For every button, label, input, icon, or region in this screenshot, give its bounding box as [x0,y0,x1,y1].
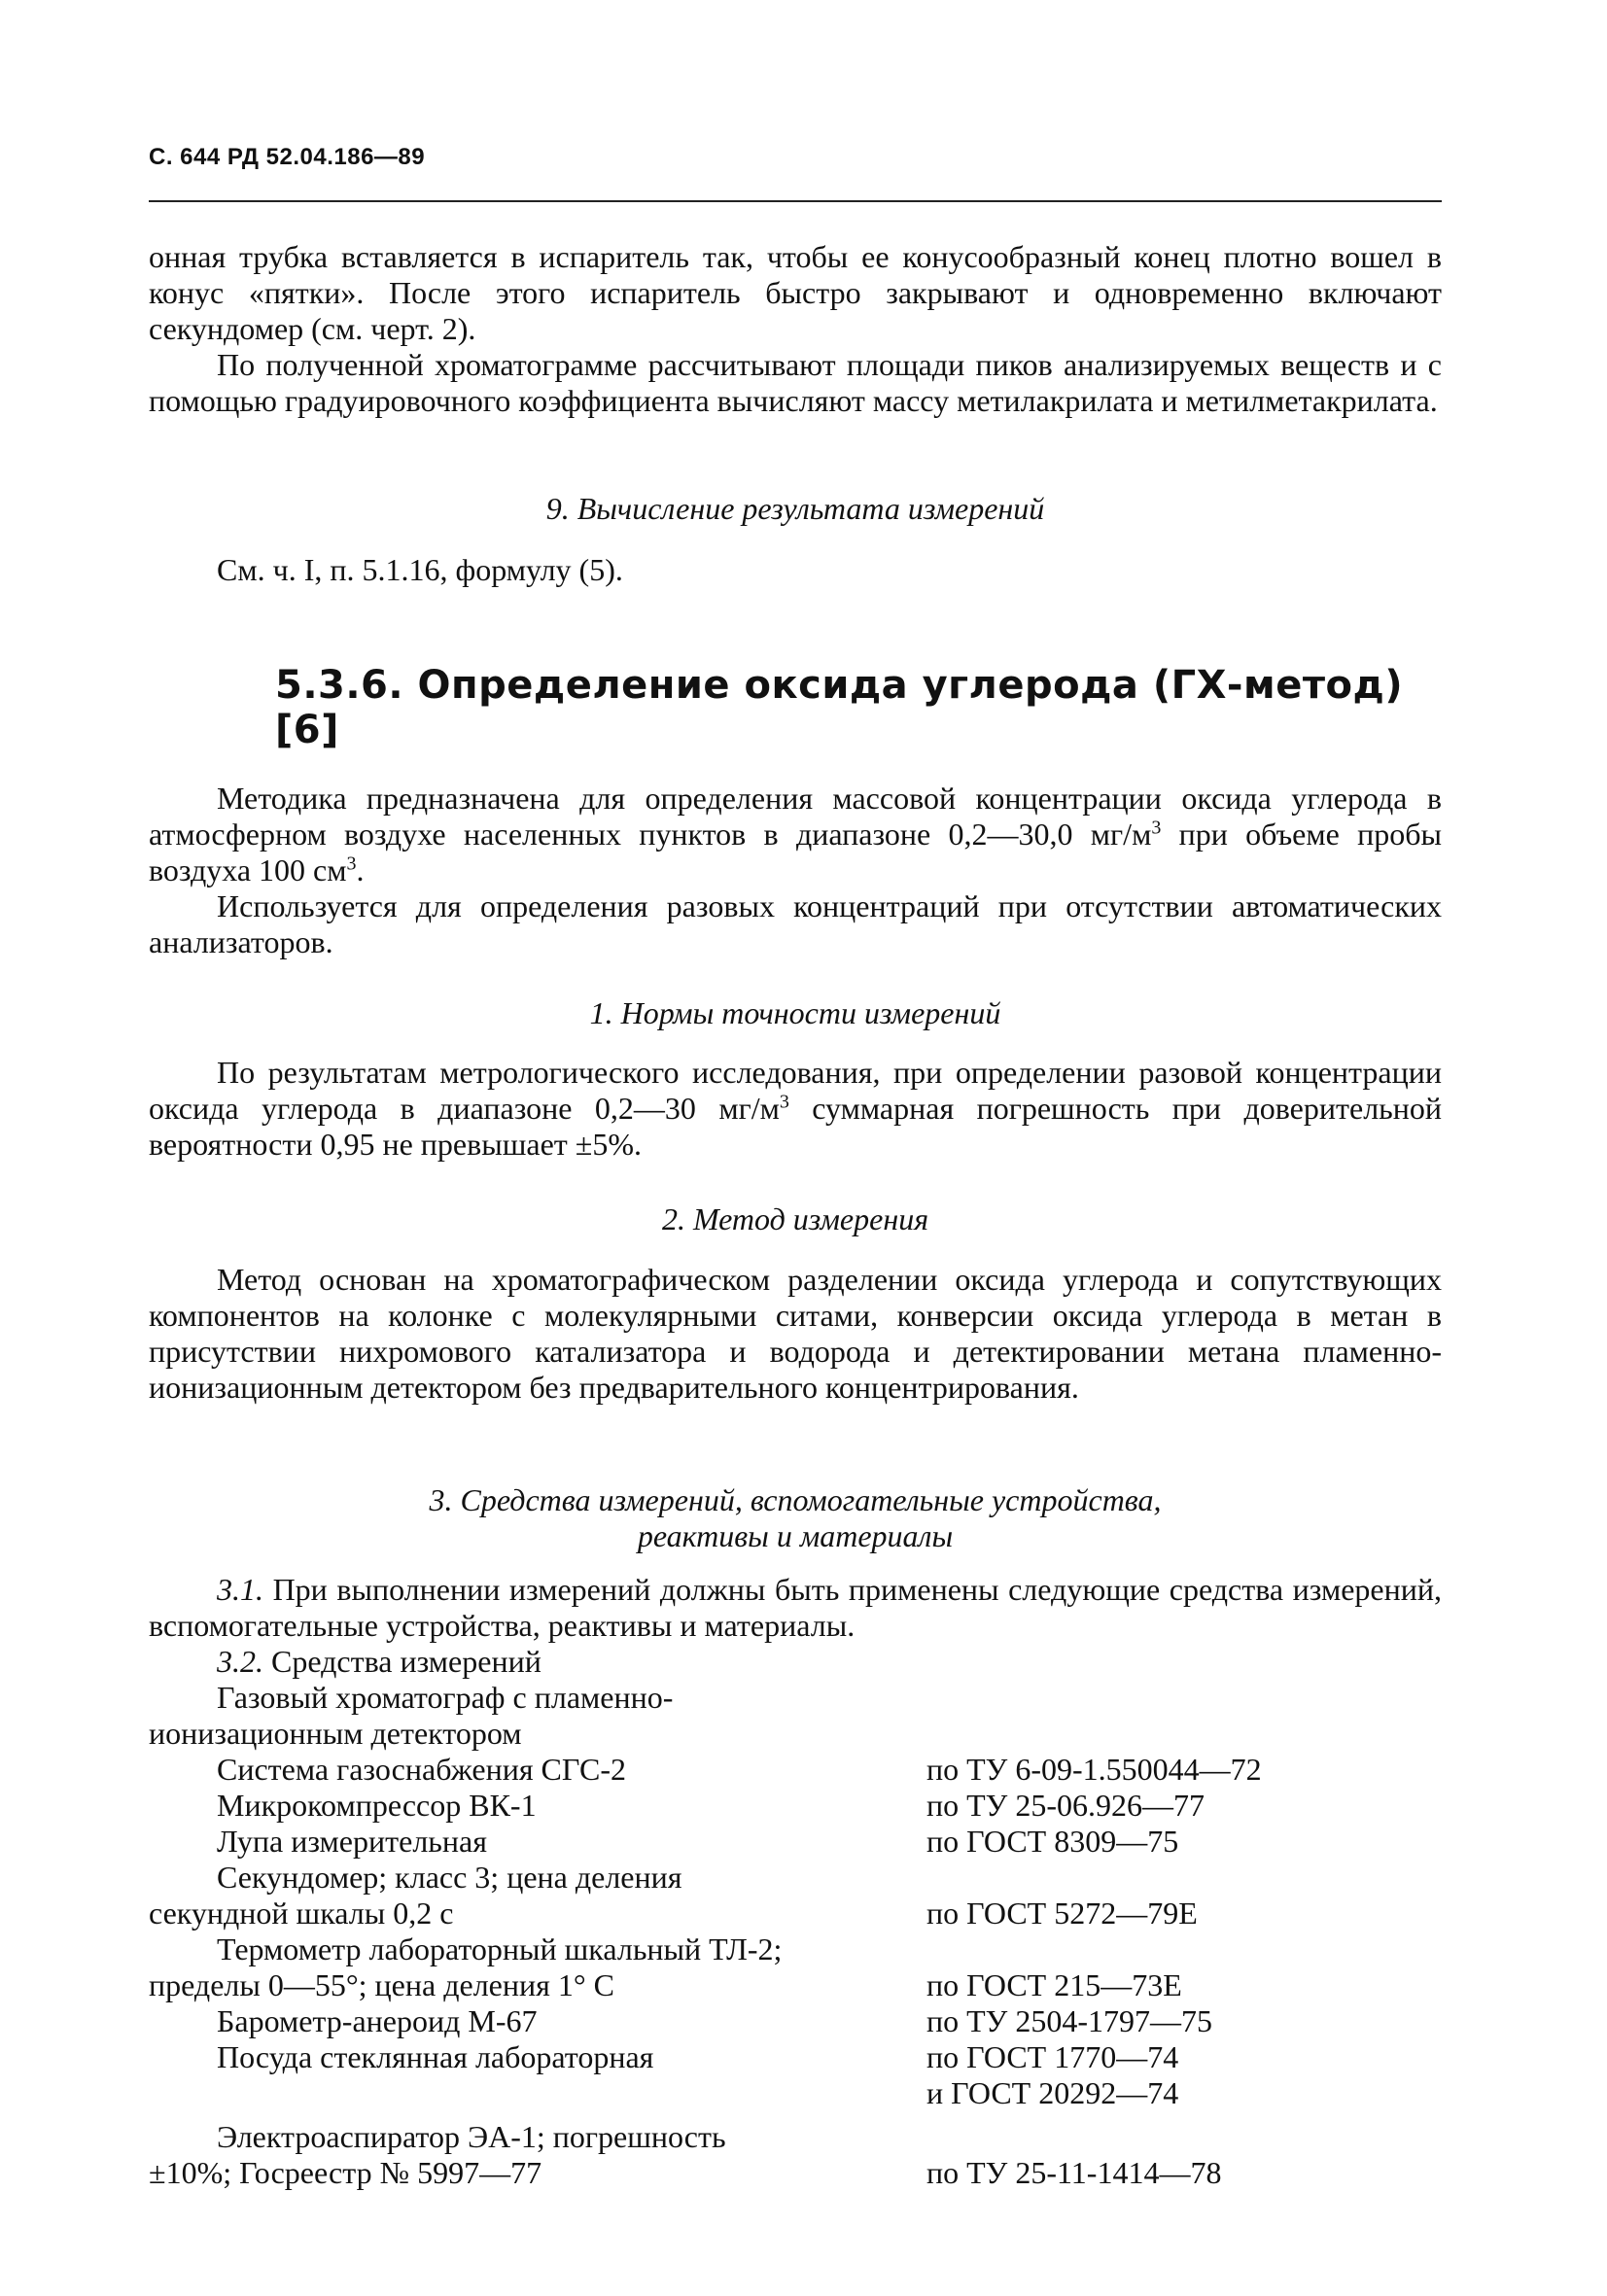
equipment-standard: по ГОСТ 215—73Е [926,1967,1182,2002]
equipment-standard: по ТУ 25-06.926—77 [926,1788,1205,1823]
header-rule [149,200,1442,202]
equipment-name: Микрокомпрессор ВК-1 [217,1788,537,1823]
equipment-standard: по ТУ 2504-1797—75 [926,2003,1212,2038]
equipment-name: ионизационным детектором [149,1716,522,1751]
equipment-standard: по ГОСТ 5272—79Е [926,1896,1198,1931]
norms-text-part-b: суммарная погрешность при доверительной вероятности 0,95 не превышает ±5%. [149,1091,1443,1162]
norms-heading: 1. Нормы точности измерений [589,995,1001,1030]
equipment-name: Посуда стеклянная лабораторная [217,2039,654,2074]
means-heading-line-1: 3. Средства измерений, вспомогательные устройства, [429,1482,1162,1517]
intro-paragraph-1: онная трубка вставляется в испаритель так, чтобы ее конусообразный конец плотно вошел в конус «пятки». После этого испаритель быстро закрывают и одновременно включают секундомер (см. черт. 2). [149,239,1442,346]
section-paragraph-1-sup: 3 [1151,817,1162,839]
means-paragraph-3-1-text: При выполнении измерений должны быть применены следующие средства измерений, вспомогательные устройства, реактивы и материалы. [149,1572,1442,1643]
section-title: 5.3.6. Определение оксида углерода (ГХ-метод) [6] [275,663,1404,752]
equipment-name: Барометр-анероид М-67 [217,2003,538,2038]
section-paragraph-1-part-b: при объеме пробы воздуха 100 см [149,817,1443,887]
norms-text-sup: 3 [779,1091,789,1113]
means-paragraph-3-1-number: 3.1. [217,1572,263,1607]
norms-text [149,1055,1442,1163]
section-paragraph-1 [149,781,1442,888]
method-text: Метод основан на хроматографическом разделении оксида углерода и сопутствующих компонентов на колонке с молекулярными ситами, конверсии оксида углерода в метан в присутствии нихромового катализатора и водорода и детектировании метана пламенно-ионизационным детектором без предварительного концентрирования. [149,1262,1442,1405]
means-paragraph-3-2-text: Средства измерений [263,1644,541,1679]
equipment-name: Система газоснабжения СГС-2 [217,1752,626,1787]
means-heading-line-2: реактивы и материалы [637,1518,954,1553]
equipment-name: Газовый хроматограф с пламенно- [217,1680,674,1715]
section-paragraph-1-sup-2: 3 [346,852,357,875]
equipment-standard: по ГОСТ 8309—75 [926,1824,1179,1859]
equipment-standard: по ТУ 6-09-1.550044—72 [926,1752,1262,1787]
equipment-name: пределы 0—55°; цена деления 1° С [149,1967,614,2002]
page-header: С. 644 РД 52.04.186—89 [149,144,426,170]
equipment-name: Лупа измерительная [217,1824,487,1859]
equipment-name: секундной шкалы 0,2 с [149,1896,454,1931]
equipment-standard: по ТУ 25-11-1414—78 [926,2155,1222,2190]
means-paragraph-3-2-number: 3.2. [217,1644,263,1679]
equipment-standard: по ГОСТ 1770—74 [926,2039,1179,2074]
intro-paragraph-2: По полученной хроматограмме рассчитывают площади пиков анализируемых веществ и с помощью градуировочного коэффициента вычисляют массу метилакрилата и метилметакрилата. [149,347,1442,418]
equipment-name: Секундомер; класс 3; цена деления [217,1860,682,1895]
method-heading: 2. Метод измерения [661,1201,929,1236]
equipment-standard: и ГОСТ 20292—74 [926,2075,1179,2110]
equipment-name: ±10%; Госреестр № 5997—77 [149,2155,542,2190]
section-paragraph-2: Используется для определения разовых концентраций при отсутствии автоматических анализаторов. [149,888,1442,959]
norms-text-part-a: По результатам метрологического исследования, при определении разовой концентрации оксида углерода в диапазоне 0,2—30 мг/м [149,1055,1442,1126]
calc-heading: 9. Вычисление результата измерений [545,491,1045,526]
section-paragraph-1-part-a: Методика предназначена для определения массовой концентрации оксида углерода в атмосферном воздухе населенных пунктов в диапазоне 0,2—30,0 мг/м [149,781,1442,852]
means-paragraph-3-2 [149,1644,1442,1680]
means-paragraph-3-1 [149,1572,1442,1644]
calc-text: См. ч. I, п. 5.1.16, формулу (5). [217,552,623,587]
equipment-name: Электроаспиратор ЭА-1; погрешность [217,2119,726,2154]
section-paragraph-1-part-c: . [356,852,365,887]
equipment-name: Термометр лабораторный шкальный ТЛ-2; [217,1931,783,1966]
